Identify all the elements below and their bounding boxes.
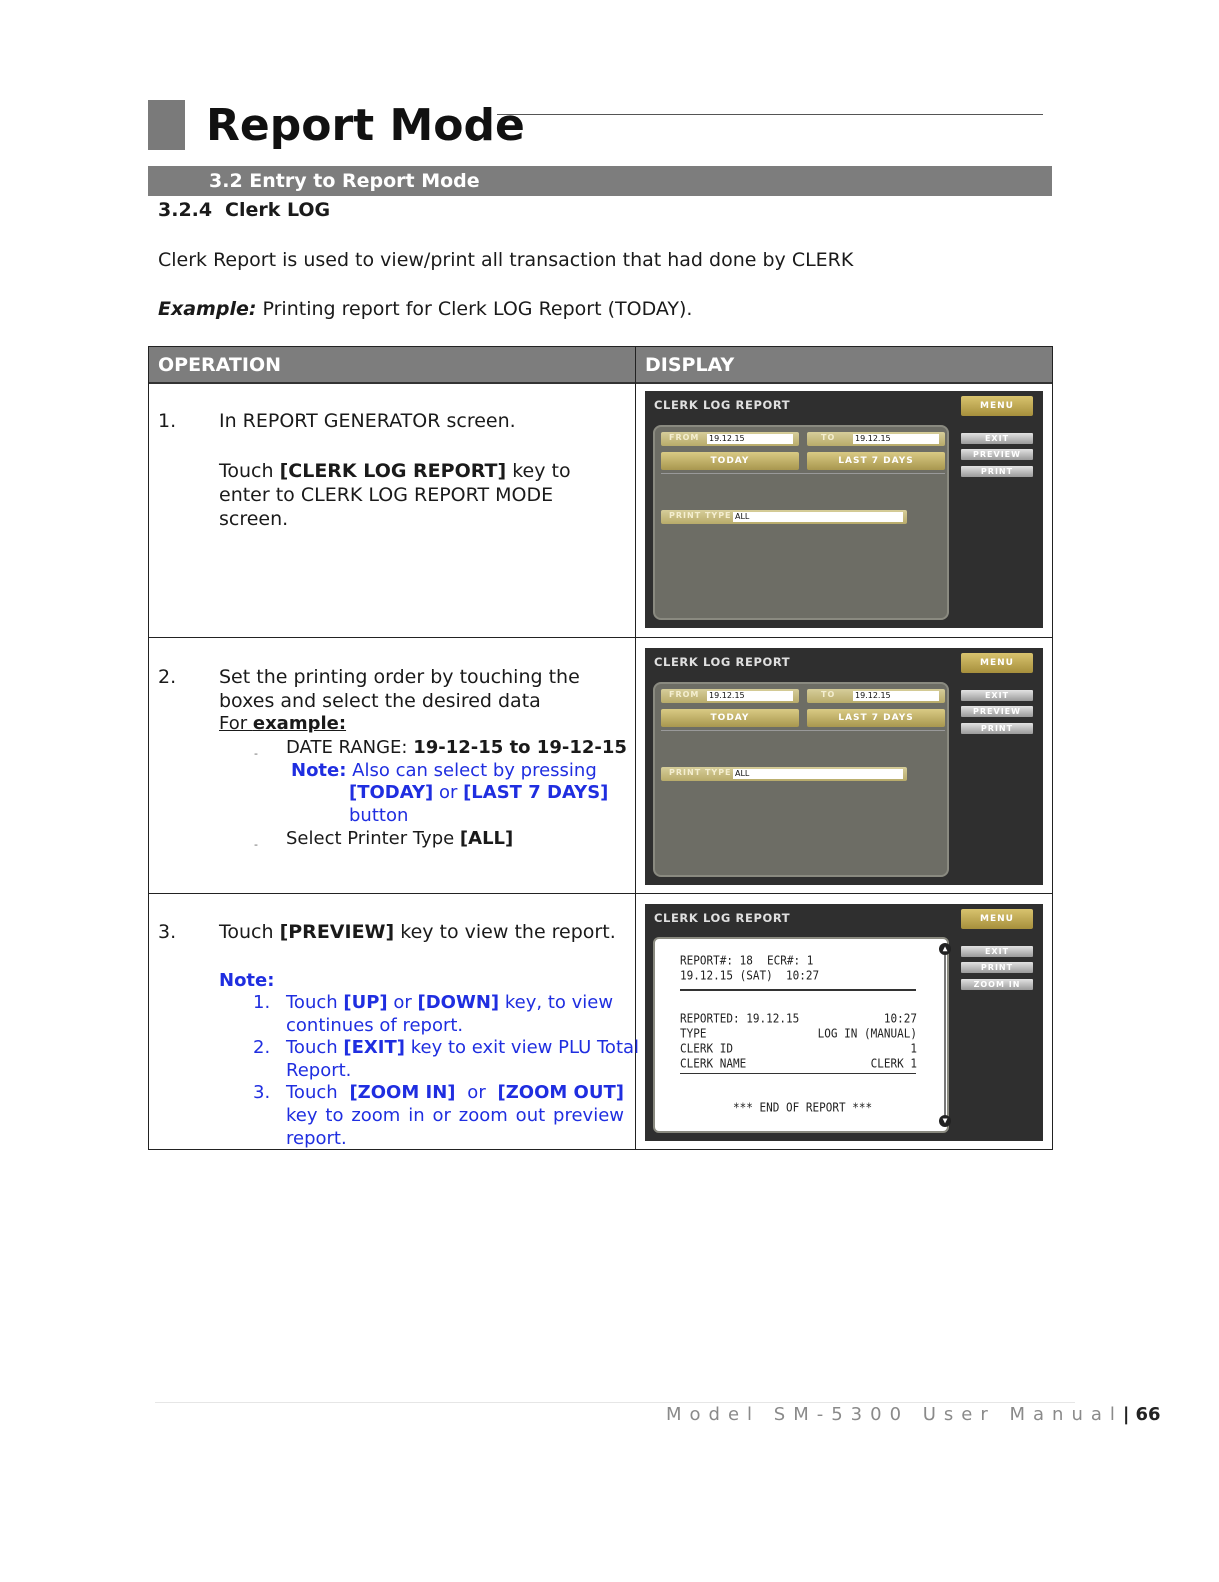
header-operation: OPERATION [158,354,281,376]
settings-panel [653,425,949,620]
section-title: 3.2 Entry to Report Mode [209,170,480,192]
date-note-buttons [349,781,608,804]
zoom-in-key: [ZOOM IN] [349,1082,456,1103]
step-1-cell [149,409,635,629]
step-3-touch: Touch [219,921,280,943]
note-1-continuation: continues of report. [286,1015,464,1036]
step-1-instruction [219,459,627,531]
page-title: Report Mode [206,100,525,151]
example-line [158,297,692,321]
note-3-number: 3. [253,1082,271,1103]
settings-panel [653,682,949,877]
step-2-for-example [219,713,627,735]
date-range-value: 19-12-15 to 19-12-15 [413,737,627,758]
section-bar [148,166,1052,196]
preview-button[interactable]: PREVIEW [961,706,1033,717]
date-range-label: DATE RANGE: [286,737,414,758]
column-divider [635,347,636,1149]
preview-key: [PREVIEW] [279,921,395,943]
print-type-field[interactable] [661,510,907,524]
from-field[interactable] [661,689,799,703]
example-label: Example: [158,298,257,320]
zoom-in-button[interactable]: ZOOM IN [961,979,1033,990]
today-key: [TODAY] [349,782,434,803]
step-3-instruction [219,920,627,944]
print-button[interactable]: PRINT [961,723,1033,734]
screen-title: CLERK LOG REPORT [654,911,791,925]
row-divider-2 [149,893,1052,894]
last-7-days-button[interactable]: LAST 7 DAYS [807,452,945,470]
reported-time: 10:27 [883,1011,917,1026]
intro-paragraph: Clerk Report is used to view/print all transaction that had done by CLERK [158,249,854,271]
table-header [149,347,1052,384]
step-2-text [219,665,627,735]
note-1-touch: Touch [286,992,344,1013]
zoom-out-key: [ZOOM OUT] [497,1082,624,1103]
from-value: 19.12.15 [707,434,793,444]
exit-button[interactable]: EXIT [961,946,1033,957]
to-value: 19.12.15 [853,434,939,444]
date-note-line [291,759,597,782]
dash-marker-1: - [254,747,258,760]
today-button[interactable]: TODAY [661,709,799,727]
clerk-log-report-key: [CLERK LOG REPORT] [279,460,507,482]
report-number: REPORT#: 18 [680,953,753,968]
subsection-heading [158,198,330,222]
note-2-continuation: Report. [286,1060,352,1081]
menu-button[interactable]: MENU [961,653,1033,673]
date-note-text: Also can select by pressing [346,760,597,781]
step-3-text [219,920,627,944]
step-1-touch: Touch [219,460,280,482]
step-2-line1: Set the printing order by touching the boxes and select the desired data [219,666,580,712]
scroll-down-icon[interactable]: ▼ [939,1115,951,1127]
ecr-number: ECR#: 1 [767,953,814,968]
note-2-text [286,1036,640,1082]
for-label: For [219,713,253,734]
report-preview [653,937,949,1133]
print-type-label: PRINT TYPE [669,511,732,520]
to-label: TO [821,690,836,699]
exit-key: [EXIT] [343,1037,405,1058]
note-3-or: or [461,1082,492,1103]
page-number: 66 [1135,1404,1161,1425]
printer-type-label: Select Printer Type [286,828,460,849]
screen-title: CLERK LOG REPORT [654,655,791,669]
print-type-field[interactable] [661,767,907,781]
example-underlined: example: [252,713,347,734]
clerk-id-value: 1 [910,1041,917,1056]
step-1-rest: key to enter to CLERK LOG REPORT MODE screen. [219,460,571,530]
to-value: 19.12.15 [853,691,939,701]
note-3-rest: key to zoom in or zoom out preview [286,1105,624,1126]
menu-button[interactable]: MENU [961,396,1033,416]
header-display: DISPLAY [645,354,735,376]
title-rule [497,114,1043,115]
date-range-line [286,736,627,759]
down-key: [DOWN] [417,992,500,1013]
printer-type-value: [ALL] [459,828,514,849]
last-7-days-button[interactable]: LAST 7 DAYS [807,709,945,727]
footer [666,1404,1161,1426]
clerk-name-label: CLERK NAME [680,1056,747,1071]
note-1-or: or [387,992,418,1013]
date-note-label: Note: [291,760,347,781]
preview-button[interactable]: PREVIEW [961,449,1033,460]
panel-separator [661,473,945,474]
type-label: TYPE [680,1026,707,1041]
scroll-up-icon[interactable]: ▲ [939,943,951,955]
report-scrollbar[interactable] [939,941,951,1129]
panel-separator [661,730,945,731]
type-value: LOG IN (MANUAL) [817,1026,917,1041]
note-2-number: 2. [253,1037,271,1058]
from-value: 19.12.15 [707,691,793,701]
button-word: button [349,805,409,826]
to-label: TO [821,433,836,442]
up-key: [UP] [343,992,388,1013]
last-7-days-key: [LAST 7 DAYS] [463,782,609,803]
from-field[interactable] [661,432,799,446]
note-3-text [286,1081,624,1150]
note-2-touch: Touch [286,1037,344,1058]
note-3-touch: Touch [286,1082,344,1103]
screen-3-preview [645,904,1043,1141]
step-3-number: 3. [158,921,177,943]
screen-1 [645,391,1043,628]
print-type-value: ALL [733,512,903,522]
step-1-text [219,409,627,531]
or-text: or [433,782,464,803]
operation-table [148,346,1053,1150]
menu-button[interactable]: MENU [961,909,1033,929]
print-button[interactable]: PRINT [961,466,1033,477]
step-1-line1: In REPORT GENERATOR screen. [219,410,516,432]
from-label: FROM [669,433,700,442]
note-3-continuation: report. [286,1128,347,1149]
example-text: Printing report for Clerk LOG Report (TODAY). [256,298,693,320]
report-rule-2 [680,1073,916,1074]
step-1-number: 1. [158,410,177,432]
print-type-label: PRINT TYPE [669,768,732,777]
screen-title: CLERK LOG REPORT [654,398,791,412]
scroll-track [944,955,946,1115]
step-3-cell [149,920,640,1150]
end-of-report: *** END OF REPORT *** [733,1100,873,1115]
exit-button[interactable]: EXIT [961,690,1033,701]
footer-separator: | [1122,1404,1130,1425]
footer-rule [155,1402,1075,1403]
step-2-cell [149,665,635,890]
clerk-name-value: CLERK 1 [870,1056,917,1071]
clerk-id-label: CLERK ID [680,1041,733,1056]
row-divider-1 [149,637,1052,638]
report-date: 19.12.15 (SAT) 10:27 [680,968,820,983]
step-2-number: 2. [158,666,177,688]
from-label: FROM [669,690,700,699]
manual-name: Model SM-5300 User Manual [666,1404,1123,1425]
step-3-note-label: Note: [219,970,275,991]
to-field[interactable] [807,689,945,703]
note-1-rest: key, to view [499,992,614,1013]
screen-2 [645,648,1043,885]
to-field[interactable] [807,432,945,446]
printer-type-line [286,827,513,850]
subsection-title: Clerk LOG [225,199,331,221]
today-button[interactable]: TODAY [661,452,799,470]
print-type-value: ALL [733,769,903,779]
note-2-rest: key to exit view PLU Total [405,1037,640,1058]
report-rule-1 [680,989,916,991]
note-1-number: 1. [253,992,271,1013]
note-1-text [286,991,626,1037]
reported-date: REPORTED: 19.12.15 [680,1011,800,1026]
step-3-rest: key to view the report. [394,921,616,943]
dash-marker-2: - [254,838,258,851]
exit-button[interactable]: EXIT [961,433,1033,444]
print-button[interactable]: PRINT [961,962,1033,973]
title-marker-block [148,100,185,150]
subsection-number: 3.2.4 [158,199,213,221]
